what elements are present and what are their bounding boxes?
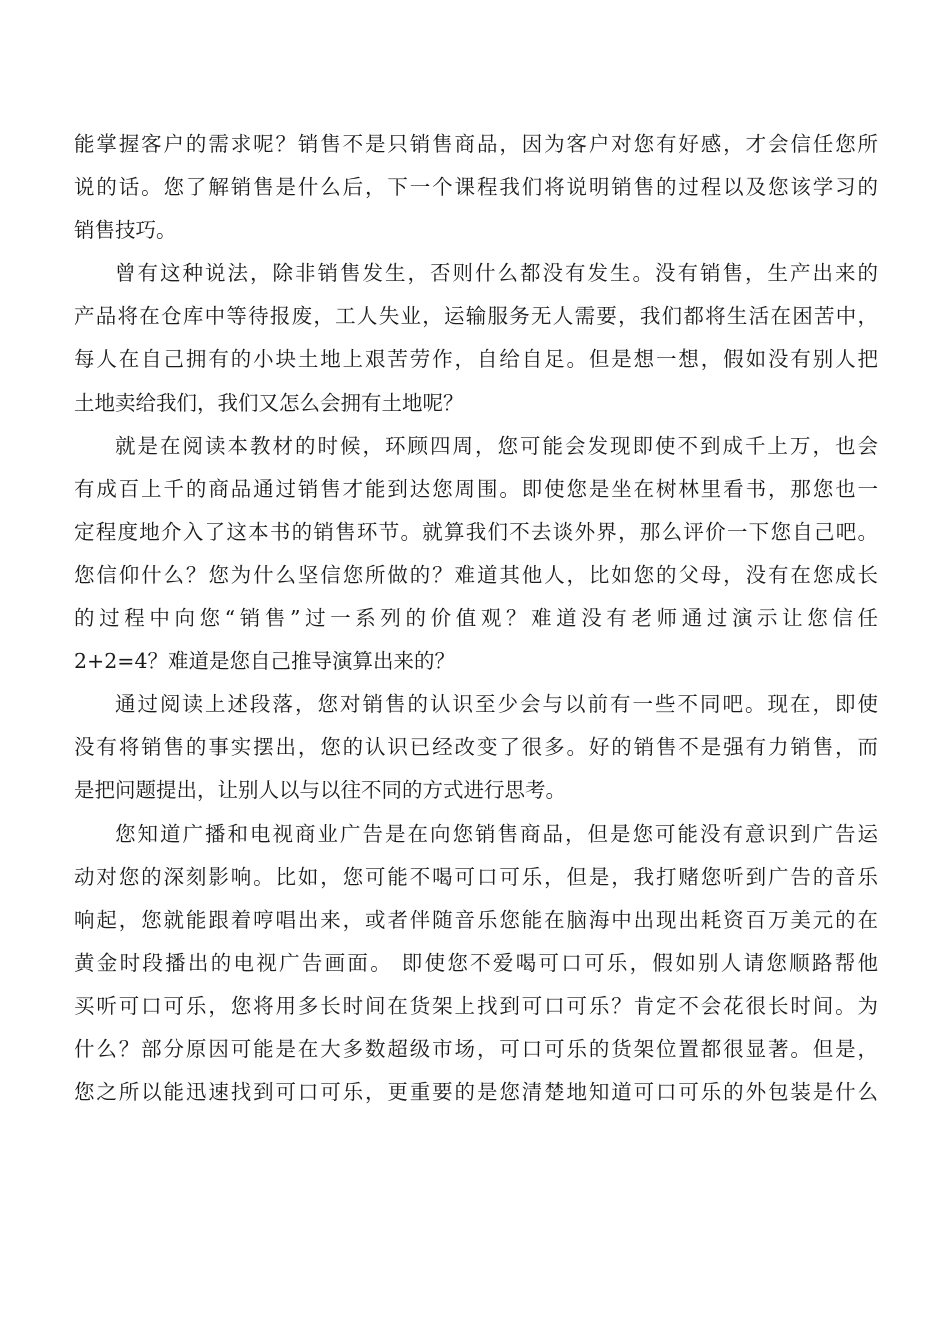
text-line: 响起，您就能跟着哼唱出来，或者伴随音乐您能在脑海中出现出耗资百万美元的在 (74, 907, 878, 932)
text-line: 的过程中向您“销售”过一系列的价值观？难道没有老师通过演示让您信任 (74, 606, 878, 631)
text-line: 买听可口可乐，您将用多长时间在货架上找到可口可乐？肯定不会花很长时间。为 (74, 993, 878, 1018)
text-line: 什么？部分原因可能是在大多数超级市场，可口可乐的货架位置都很显著。但是， (74, 1036, 878, 1061)
text-line: 定程度地介入了这本书的销售环节。就算我们不去谈外界，那么评价一下您自己吧。 (74, 519, 878, 544)
text-line: 曾有这种说法，除非销售发生，否则什么都没有发生。没有销售，生产出来的 (115, 261, 878, 286)
text-line: 销售技巧。 (74, 218, 177, 243)
text-line: 土地卖给我们，我们又怎么会拥有土地呢？ (74, 390, 464, 415)
text-line: 您信仰什么？您为什么坚信您所做的？难道其他人，比如您的父母，没有在您成长 (74, 562, 878, 587)
text-line: 2+2=4？难道是您自己推导演算出来的？ (74, 649, 455, 674)
text-line: 产品将在仓库中等待报废，工人失业，运输服务无人需要，我们都将生活在困苦中， (74, 304, 878, 329)
text-line: 就是在阅读本教材的时候，环顾四周，您可能会发现即使不到成千上万，也会 (115, 433, 878, 458)
text-line: 说的话。您了解销售是什么后，下一个课程我们将说明销售的过程以及您该学习的 (74, 175, 878, 200)
text-line: 是把问题提出，让别人以与以往不同的方式进行思考。 (74, 778, 566, 803)
text-line: 通过阅读上述段落，您对销售的认识至少会与以前有一些不同吧。现在，即使 (115, 692, 878, 717)
text-line: 每人在自己拥有的小块土地上艰苦劳作，自给自足。但是想一想，假如没有别人把 (74, 347, 878, 372)
text-line: 您之所以能迅速找到可口可乐，更重要的是您清楚地知道可口可乐的外包装是什么 (74, 1080, 878, 1105)
body-text (74, 123, 878, 1114)
text-line: 没有将销售的事实摆出，您的认识已经改变了很多。好的销售不是强有力销售，而 (74, 735, 878, 760)
text-line: 黄金时段播出的电视广告画面。 即使您不爱喝可口可乐，假如别人请您顺路帮他 (74, 950, 878, 975)
text-line: 有成百上千的商品通过销售才能到达您周围。即使您是坐在树林里看书，那您也一 (74, 476, 878, 501)
text-line: 动对您的深刻影响。比如，您可能不喝可口可乐，但是，我打赌您听到广告的音乐 (74, 864, 878, 889)
text-line: 能掌握客户的需求呢？销售不是只销售商品，因为客户对您有好感，才会信任您所 (74, 132, 878, 156)
text-line: 您知道广播和电视商业广告是在向您销售商品，但是您可能没有意识到广告运 (115, 821, 878, 846)
